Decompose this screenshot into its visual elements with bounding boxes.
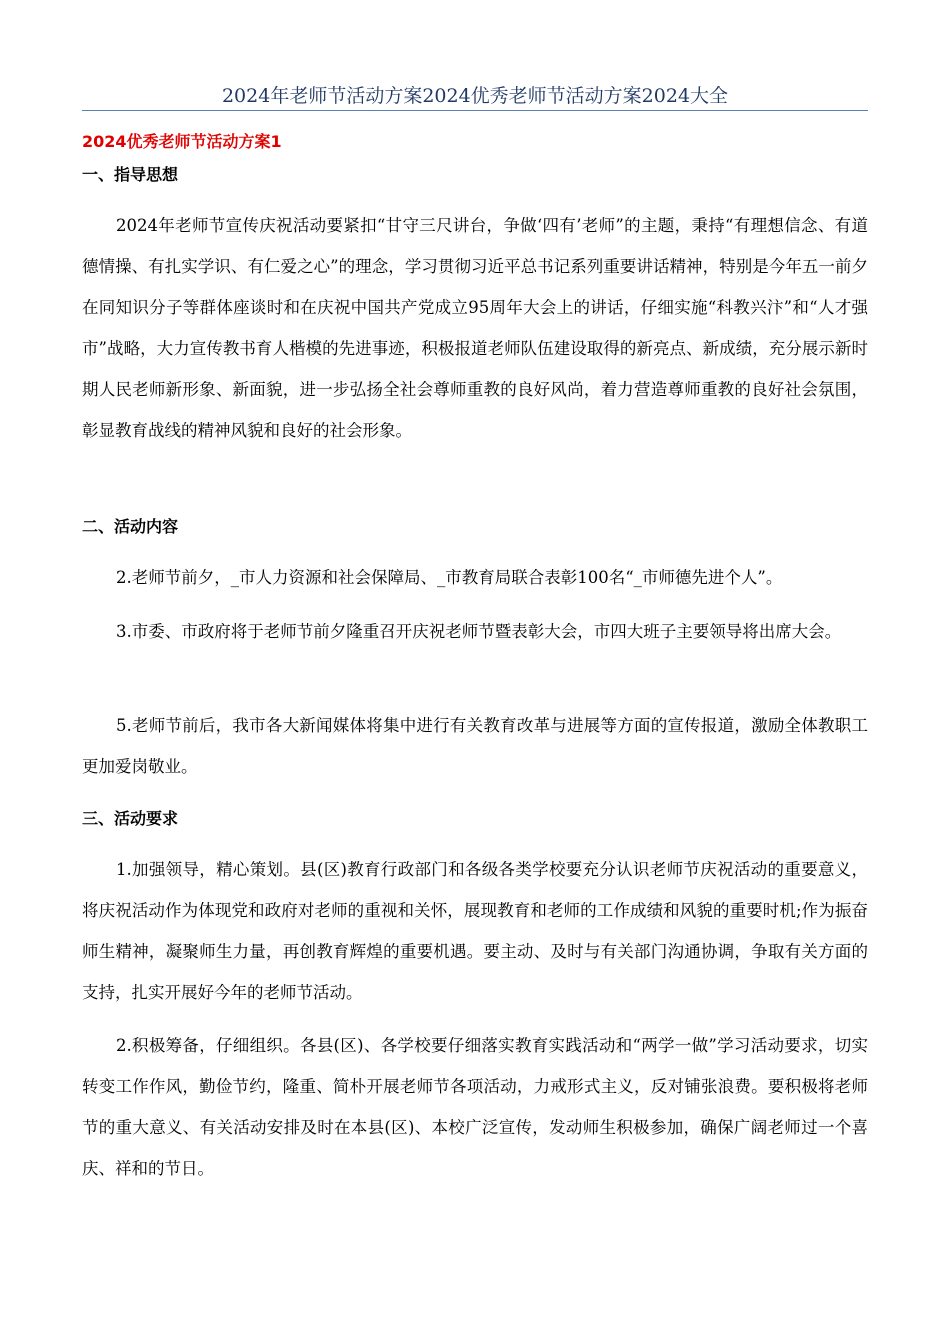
section-heading-activity-requirements: 三、活动要求 [82,809,179,828]
paragraph-content-item-3: 3.市委、市政府将于老师节前夕隆重召开庆祝老师节暨表彰大会，市四大班子主要领导将出席大会。 [116,622,842,641]
paragraph-guiding-thought: 2024年老师节宣传庆祝活动要紧扣“甘守三尺讲台，争做‘四有’老师”的主题，秉持“有理想信念、有道德情操、有扎实学识、有仁爱之心”的理念，学习贯彻习近平总书记系列重要讲话精神，特别是今年五一前夕在同知识分子等群体座谈时和在庆祝中国共产党成立95周年大会上的讲话，仔细实施“科教兴汴”和“人才强市”战略，大力宣传教书育人楷模的先进事迹，积极报道老师队伍建设取得的新亮点、新成绩，充分展示新时期人民老师新形象、新面貌，进一步弘扬全社会尊师重教的良好风尚，着力营造尊师重教的良好社会氛围，彰显教育战线的精神风貌和良好的社会形象。 [82,216,868,440]
document-subtitle: 2024优秀老师节活动方案1 [82,132,282,151]
header-divider [82,110,868,111]
section-heading-activity-content: 二、活动内容 [82,517,179,536]
page-header-title: 2024年老师节活动方案2024优秀老师节活动方案2024大全 [221,85,729,107]
paragraph-requirement-1: 1.加强领导，精心策划。县(区)教育行政部门和各级各类学校要充分认识老师节庆祝活动的重要意义，将庆祝活动作为体现党和政府对老师的重视和关怀，展现教育和老师的工作成绩和风貌的重要时机;作为振奋师生精神，凝聚师生力量，再创教育辉煌的重要机遇。要主动、及时与有关部门沟通协调，争取有关方面的支持，扎实开展好今年的老师节活动。 [82,860,868,1002]
section-heading-guiding-thought: 一、指导思想 [82,165,179,184]
paragraph-requirement-2: 2.积极筹备，仔细组织。各县(区)、各学校要仔细落实教育实践活动和“两学一做”学习活动要求，切实转变工作作风，勤俭节约，隆重、简朴开展老师节各项活动，力戒形式主义，反对铺张浪费。要积极将老师节的重大意义、有关活动安排及时在本县(区)、本校广泛宣传，发动师生积极参加，确保广阔老师过一个喜庆、祥和的节日。 [82,1036,868,1178]
paragraph-content-item-2: 2.老师节前夕，_市人力资源和社会保障局、_市教育局联合表彰100名“_市师德先进个人”。 [116,568,783,587]
paragraph-content-item-5: 5.老师节前后，我市各大新闻媒体将集中进行有关教育改革与进展等方面的宣传报道，激励全体教职工更加爱岗敬业。 [82,716,868,776]
